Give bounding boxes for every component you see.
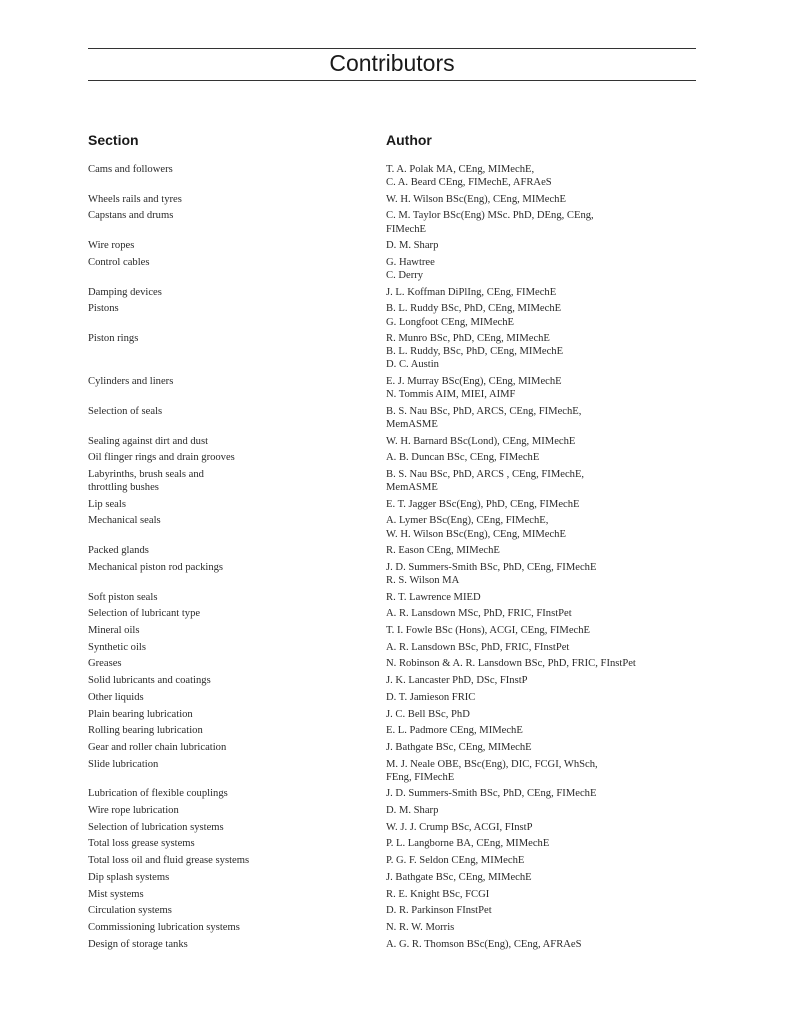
author-name	[386, 468, 686, 494]
contributor-row	[0, 514, 795, 540]
section-line: Selection of lubrication systems	[88, 821, 224, 833]
section-line: Oil flinger rings and drain grooves	[88, 452, 235, 464]
contributor-row	[0, 451, 795, 464]
author-name	[386, 657, 686, 670]
author-line: G. Hawtree	[386, 256, 435, 268]
author-name	[386, 405, 686, 431]
contributor-row	[0, 641, 795, 654]
contributor-row	[0, 724, 795, 737]
section-line: Selection of lubricant type	[88, 608, 201, 620]
section-line: Capstans and drums	[88, 210, 174, 222]
section-line: Slide lubrication	[88, 758, 159, 770]
author-name	[386, 193, 686, 206]
section-name	[88, 708, 298, 721]
author-name	[386, 787, 686, 800]
contributor-row	[0, 691, 795, 704]
contributor-row	[0, 657, 795, 670]
author-line: J. Bathgate BSc, CEng, MIMechE	[386, 871, 532, 883]
author-name	[386, 854, 686, 867]
section-line: Circulation systems	[88, 905, 172, 917]
contributor-row	[0, 904, 795, 917]
author-line: A. G. R. Thomson BSc(Eng), CEng, AFRAeS	[386, 938, 582, 950]
section-line: Wire ropes	[88, 240, 135, 252]
author-line: D. M. Sharp	[386, 240, 439, 252]
section-name	[88, 938, 298, 951]
section-name	[88, 691, 298, 704]
contributor-row	[0, 607, 795, 620]
section-name	[88, 854, 298, 867]
section-name	[88, 607, 298, 620]
section-line: Packed glands	[88, 545, 149, 557]
author-name	[386, 286, 686, 299]
section-name	[88, 821, 298, 834]
contributor-row	[0, 256, 795, 282]
author-line: E. J. Murray BSc(Eng), CEng, MIMechE	[386, 376, 562, 388]
author-name	[386, 837, 686, 850]
section-name	[88, 405, 298, 418]
author-line: J. C. Bell BSc, PhD	[386, 708, 470, 720]
section-name	[88, 837, 298, 850]
author-line: M. J. Neale OBE, BSc(Eng), DIC, FCGI, WhSch,	[386, 758, 598, 770]
section-line: Control cables	[88, 256, 150, 268]
author-line: D. R. Parkinson FInstPet	[386, 905, 492, 917]
section-line: Wheels rails and tyres	[88, 193, 182, 205]
section-line: Cylinders and liners	[88, 376, 174, 388]
contributor-row	[0, 758, 795, 784]
author-name	[386, 921, 686, 934]
author-line: G. Longfoot CEng, MIMechE	[386, 316, 514, 328]
contributor-row	[0, 938, 795, 951]
author-name	[386, 544, 686, 557]
author-line: W. J. J. Crump BSc, ACGI, FInstP	[386, 821, 533, 833]
author-line: A. R. Lansdown BSc, PhD, FRIC, FInstPet	[386, 641, 570, 653]
section-line: Greases	[88, 658, 122, 670]
section-line: Sealing against dirt and dust	[88, 435, 209, 447]
section-name	[88, 787, 298, 800]
section-name	[88, 804, 298, 817]
author-line: N. R. W. Morris	[386, 921, 455, 933]
section-name	[88, 741, 298, 754]
section-name	[88, 904, 298, 917]
section-line: Other liquids	[88, 691, 144, 703]
author-line: R. Munro BSc, PhD, CEng, MIMechE	[386, 333, 550, 345]
author-name	[386, 691, 686, 704]
section-name	[88, 561, 298, 574]
section-line: Mist systems	[88, 888, 144, 900]
section-line: Soft piston seals	[88, 591, 158, 603]
author-name	[386, 758, 686, 784]
author-name	[386, 938, 686, 951]
section-line: Cams and followers	[88, 164, 173, 175]
section-name	[88, 514, 298, 527]
author-name	[386, 498, 686, 511]
author-name	[386, 804, 686, 817]
section-name	[88, 302, 298, 315]
author-name	[386, 302, 686, 328]
author-line: W. H. Barnard BSc(Lond), CEng, MIMechE	[386, 435, 576, 447]
contributor-row	[0, 741, 795, 754]
author-line: J. K. Lancaster PhD, DSc, FInstP	[386, 675, 528, 687]
author-line: A. R. Lansdown MSc, PhD, FRIC, FInstPet	[386, 608, 572, 620]
author-line: R. Eason CEng, MIMechE	[386, 545, 500, 557]
contributor-row	[0, 804, 795, 817]
section-line: Piston rings	[88, 333, 139, 345]
author-name	[386, 332, 686, 371]
section-name	[88, 286, 298, 299]
author-name	[386, 871, 686, 884]
contributor-row	[0, 854, 795, 867]
section-name	[88, 451, 298, 464]
section-name	[88, 239, 298, 252]
author-column-header: Author	[386, 132, 432, 148]
page-title: Contributors	[329, 50, 455, 76]
contributor-row	[0, 498, 795, 511]
section-line: Total loss grease systems	[88, 838, 195, 850]
section-name	[88, 888, 298, 901]
author-name	[386, 435, 686, 448]
author-line: B. S. Nau BSc, PhD, ARCS , CEng, FIMechE,	[386, 469, 585, 480]
contributor-row	[0, 435, 795, 448]
author-line: C. A. Beard CEng, FIMechE, AFRAeS	[386, 177, 552, 189]
section-name	[88, 209, 298, 222]
section-name	[88, 624, 298, 637]
author-line: T. A. Polak MA, CEng, MIMechE,	[386, 164, 535, 175]
section-name	[88, 332, 298, 345]
author-line: MemASME	[386, 482, 438, 494]
contributor-row	[0, 405, 795, 431]
contributor-row	[0, 163, 795, 189]
contributor-row	[0, 888, 795, 901]
section-column-header: Section	[88, 132, 139, 148]
section-name	[88, 375, 298, 388]
contributor-row	[0, 837, 795, 850]
author-name	[386, 708, 686, 721]
section-line: Commissioning lubrication systems	[88, 921, 240, 933]
author-name	[386, 821, 686, 834]
contributor-row	[0, 193, 795, 206]
section-name	[88, 871, 298, 884]
author-name	[386, 591, 686, 604]
author-line: W. H. Wilson BSc(Eng), CEng, MIMechE	[386, 528, 566, 540]
top-rule	[88, 48, 696, 49]
author-name	[386, 674, 686, 687]
author-line: B. L. Ruddy BSc, PhD, CEng, MIMechE	[386, 303, 562, 315]
contributor-row	[0, 302, 795, 328]
section-line: Solid lubricants and coatings	[88, 675, 211, 687]
contributor-row	[0, 561, 795, 587]
author-name	[386, 741, 686, 754]
section-line: Synthetic oils	[88, 641, 146, 653]
section-name	[88, 641, 298, 654]
section-name	[88, 724, 298, 737]
section-name	[88, 674, 298, 687]
author-line: J. D. Summers-Smith BSc, PhD, CEng, FIMechE	[386, 561, 597, 573]
author-line: P. G. F. Seldon CEng, MIMechE	[386, 855, 525, 867]
section-name	[88, 193, 298, 206]
section-line: Pistons	[88, 303, 119, 315]
author-name	[386, 641, 686, 654]
author-line: B. L. Ruddy, BSc, PhD, CEng, MIMechE	[386, 346, 564, 358]
section-name	[88, 758, 298, 771]
author-name	[386, 514, 686, 540]
section-name	[88, 435, 298, 448]
section-line: Wire rope lubrication	[88, 805, 179, 817]
section-name	[88, 468, 298, 494]
contributor-row	[0, 544, 795, 557]
author-name	[386, 561, 686, 587]
author-name	[386, 163, 686, 189]
section-line: Labyrinths, brush seals and	[88, 469, 204, 480]
author-line: R. S. Wilson MA	[386, 575, 460, 587]
contributors-list	[0, 163, 795, 954]
section-line: Selection of seals	[88, 405, 163, 417]
contributor-row	[0, 787, 795, 800]
author-line: D. T. Jamieson FRIC	[386, 691, 476, 703]
contributor-row	[0, 239, 795, 252]
contributor-row	[0, 871, 795, 884]
contributor-row	[0, 624, 795, 637]
author-line: R. E. Knight BSc, FCGI	[386, 888, 490, 900]
author-line: D. M. Sharp	[386, 805, 439, 817]
author-line: FIMechE	[386, 223, 427, 235]
contributor-row	[0, 209, 795, 235]
section-name	[88, 163, 298, 176]
bottom-rule	[88, 80, 696, 81]
section-name	[88, 591, 298, 604]
contributor-row	[0, 921, 795, 934]
contributor-row	[0, 708, 795, 721]
contributor-row	[0, 821, 795, 834]
author-line: A. B. Duncan BSc, CEng, FIMechE	[386, 452, 540, 464]
author-line: A. Lymer BSc(Eng), CEng, FIMechE,	[386, 515, 549, 527]
author-line: R. T. Lawrence MIED	[386, 591, 481, 603]
author-line: B. S. Nau BSc, PhD, ARCS, CEng, FIMechE,	[386, 405, 582, 417]
author-name	[386, 256, 686, 282]
author-line: P. L. Langborne BA, CEng, MIMechE	[386, 838, 550, 850]
author-line: E. T. Jagger BSc(Eng), PhD, CEng, FIMechE	[386, 498, 580, 510]
author-line: N. Robinson & A. R. Lansdown BSc, PhD, FRIC, FInstPet	[386, 658, 636, 670]
author-line: J. L. Koffman DiPlIng, CEng, FIMechE	[386, 286, 557, 298]
section-name	[88, 657, 298, 670]
author-name	[386, 451, 686, 464]
author-name	[386, 239, 686, 252]
section-line: Mechanical seals	[88, 515, 161, 527]
author-name	[386, 904, 686, 917]
section-line: Gear and roller chain lubrication	[88, 741, 227, 753]
section-line: throttling bushes	[88, 482, 159, 494]
section-line: Total loss oil and fluid grease systems	[88, 855, 250, 867]
author-line: N. Tommis AIM, MIEI, AIMF	[386, 389, 516, 401]
section-line: Lip seals	[88, 498, 126, 510]
author-name	[386, 888, 686, 901]
author-line: FEng, FIMechE	[386, 771, 455, 783]
section-line: Mineral oils	[88, 625, 140, 637]
author-name	[386, 724, 686, 737]
contributor-row	[0, 332, 795, 371]
section-line: Mechanical piston rod packings	[88, 561, 224, 573]
section-name	[88, 498, 298, 511]
author-name	[386, 375, 686, 401]
contributor-row	[0, 375, 795, 401]
section-name	[88, 256, 298, 269]
author-name	[386, 624, 686, 637]
section-name	[88, 544, 298, 557]
author-line: W. H. Wilson BSc(Eng), CEng, MIMechE	[386, 193, 566, 205]
contributor-row	[0, 674, 795, 687]
contributor-row	[0, 286, 795, 299]
section-line: Rolling bearing lubrication	[88, 725, 203, 737]
author-name	[386, 209, 686, 235]
author-line: E. L. Padmore CEng, MIMechE	[386, 725, 523, 737]
section-line: Dip splash systems	[88, 871, 170, 883]
contributor-row	[0, 591, 795, 604]
section-line: Damping devices	[88, 286, 162, 298]
author-name	[386, 607, 686, 620]
section-name	[88, 921, 298, 934]
section-line: Design of storage tanks	[88, 938, 188, 950]
author-line: C. M. Taylor BSc(Eng) MSc. PhD, DEng, CEng,	[386, 210, 594, 222]
author-line: J. Bathgate BSc, CEng, MIMechE	[386, 741, 532, 753]
author-line: C. Derry	[386, 270, 424, 282]
author-line: J. D. Summers-Smith BSc, PhD, CEng, FIMechE	[386, 788, 597, 800]
section-line: Plain bearing lubrication	[88, 708, 193, 720]
contributor-row	[0, 468, 795, 494]
author-line: D. C. Austin	[386, 359, 439, 371]
author-line: T. I. Fowle BSc (Hons), ACGI, CEng, FIMechE	[386, 625, 591, 637]
author-line: MemASME	[386, 418, 438, 430]
section-line: Lubrication of flexible couplings	[88, 788, 228, 800]
